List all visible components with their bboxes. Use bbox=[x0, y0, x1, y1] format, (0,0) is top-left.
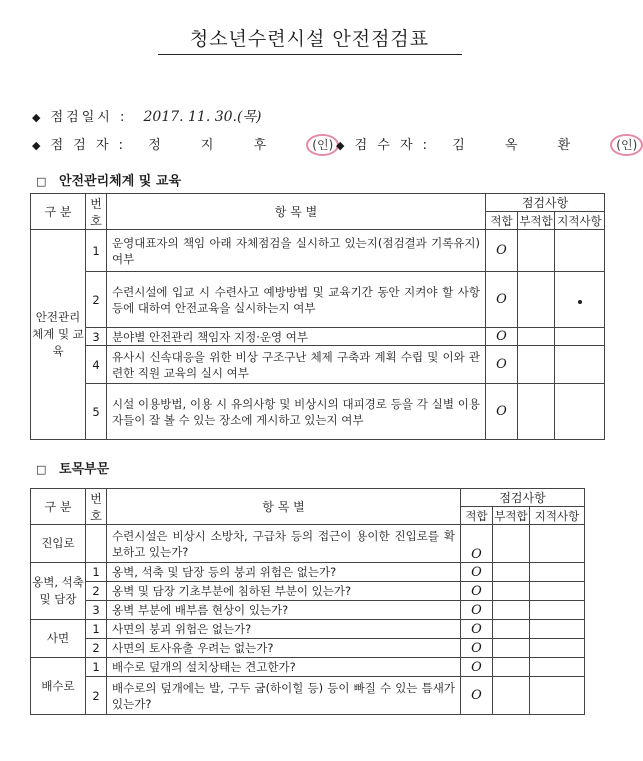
category-cell: 사면 bbox=[31, 620, 86, 658]
category-cell: 안전관리 체계 및 교육 bbox=[31, 230, 86, 440]
notes-cell bbox=[555, 230, 605, 272]
page-title: 청소년수련시설 안전점검표 bbox=[189, 28, 430, 50]
ink-dot-icon bbox=[578, 300, 582, 304]
inspection-date-label: 점검일시 : bbox=[50, 110, 128, 125]
inspection-date-value: 2017. 11. 30.(목) bbox=[143, 109, 262, 125]
header-check-group: 점검사항 bbox=[461, 489, 585, 507]
suitable-mark: O bbox=[486, 328, 518, 346]
unsuitable-cell bbox=[493, 620, 530, 639]
table-row bbox=[31, 563, 585, 582]
checker-row bbox=[336, 134, 643, 156]
suitable-mark: O bbox=[461, 601, 493, 620]
row-number: 2 bbox=[86, 677, 107, 715]
header-category: 구 분 bbox=[31, 194, 86, 230]
suitable-mark: O bbox=[461, 582, 493, 601]
row-number: 1 bbox=[86, 620, 107, 639]
table-row bbox=[31, 658, 585, 677]
notes-cell bbox=[530, 677, 585, 715]
item-text: 사면의 붕괴 위험은 없는가? bbox=[107, 620, 461, 639]
unsuitable-cell bbox=[493, 639, 530, 658]
notes-cell bbox=[555, 384, 605, 440]
row-number: 3 bbox=[86, 328, 107, 346]
header-suitable: 적합 bbox=[461, 507, 493, 525]
table-row bbox=[31, 601, 585, 620]
unsuitable-cell bbox=[518, 272, 555, 328]
table-row bbox=[31, 384, 605, 440]
notes-cell bbox=[530, 601, 585, 620]
diamond-bullet-icon: ◆ bbox=[336, 139, 345, 152]
header-suitable: 적합 bbox=[486, 212, 518, 230]
item-text: 사면의 토사유출 우려는 없는가? bbox=[107, 639, 461, 658]
notes-cell bbox=[555, 328, 605, 346]
unsuitable-cell bbox=[518, 346, 555, 384]
section-title-safety: □ 안전관리체계 및 교육 bbox=[36, 174, 182, 189]
table-row bbox=[31, 525, 585, 563]
notes-cell bbox=[530, 658, 585, 677]
suitable-mark: O bbox=[486, 230, 518, 272]
category-cell: 옹벽, 석축 및 담장 bbox=[31, 563, 86, 620]
notes-cell bbox=[555, 272, 605, 328]
unsuitable-cell bbox=[493, 677, 530, 715]
row-number: 2 bbox=[86, 272, 107, 328]
header-notes: 지적사항 bbox=[555, 212, 605, 230]
row-number: 1 bbox=[86, 563, 107, 582]
inspector-row bbox=[32, 134, 339, 156]
suitable-mark: O bbox=[461, 525, 493, 563]
header-notes: 지적사항 bbox=[530, 507, 585, 525]
item-text: 수련시설은 비상시 소방차, 구급차 등의 접근이 용이한 진입로를 확보하고 있는가? bbox=[107, 525, 461, 563]
notes-cell bbox=[530, 525, 585, 563]
suitable-mark: O bbox=[461, 658, 493, 677]
item-text: 배수로의 덮개에는 발, 구두 굽(하이힐 등) 등이 빠질 수 있는 틈새가 있는가? bbox=[107, 677, 461, 715]
item-text: 옹벽, 석축 및 담장 등의 붕괴 위험은 없는가? bbox=[107, 563, 461, 582]
checker-name: 김 옥 환 bbox=[452, 138, 589, 153]
section-title-civil: □ 토목부문 bbox=[36, 462, 110, 477]
header-items: 항 목 별 bbox=[107, 489, 461, 525]
suitable-mark: O bbox=[461, 620, 493, 639]
suitable-mark: O bbox=[486, 272, 518, 328]
inspection-date-row bbox=[32, 106, 261, 126]
item-text: 배수로 덮개의 설치상태는 견고한가? bbox=[107, 658, 461, 677]
notes-cell bbox=[530, 639, 585, 658]
item-text: 유사시 신속대응을 위한 비상 구조구난 체제 구축과 계획 수립 및 이와 관련한 직원 교육의 실시 여부 bbox=[107, 346, 486, 384]
item-text: 옹벽 및 담장 기초부분에 침하된 부분이 있는가? bbox=[107, 582, 461, 601]
row-number bbox=[86, 525, 107, 563]
table-row bbox=[31, 346, 605, 384]
unsuitable-cell bbox=[493, 582, 530, 601]
suitable-mark: O bbox=[461, 563, 493, 582]
item-text: 운영대표자의 책임 아래 자체점검을 실시하고 있는지(점검결과 기록유지) 여부 bbox=[107, 230, 486, 272]
unsuitable-cell bbox=[493, 601, 530, 620]
header-number: 번호 bbox=[86, 194, 107, 230]
suitable-mark: O bbox=[486, 346, 518, 384]
header-unsuitable: 부적합 bbox=[519, 213, 553, 228]
table-row bbox=[31, 582, 585, 601]
unsuitable-cell bbox=[493, 658, 530, 677]
notes-cell bbox=[530, 620, 585, 639]
row-number: 4 bbox=[86, 346, 107, 384]
category-cell: 진입로 bbox=[31, 525, 86, 563]
row-number: 5 bbox=[86, 384, 107, 440]
table-row bbox=[31, 328, 605, 346]
header-unsuitable: 부적합 bbox=[494, 508, 528, 523]
row-number: 1 bbox=[86, 230, 107, 272]
item-text: 수련시설에 입교 시 수련사고 예방방법 및 교육기간 동안 지켜야 할 사항 등에 대하여 안전교육을 실시하는지 여부 bbox=[107, 272, 486, 328]
item-text: 시설 이용방법, 이용 시 유의사항 및 비상시의 대피경로 등을 각 실별 이용자들이 잘 볼 수 있는 장소에 게시하고 있는지 여부 bbox=[107, 384, 486, 440]
civil-checklist-table bbox=[30, 488, 585, 715]
unsuitable-cell bbox=[518, 384, 555, 440]
suitable-mark: O bbox=[486, 384, 518, 440]
table-row bbox=[31, 639, 585, 658]
square-bullet-icon: □ bbox=[36, 463, 47, 476]
table-row bbox=[31, 272, 605, 328]
header-check-group: 점검사항 bbox=[486, 194, 605, 212]
safety-checklist-table bbox=[30, 193, 605, 440]
square-bullet-icon: □ bbox=[36, 175, 47, 188]
checker-seal: (인) bbox=[610, 134, 643, 156]
notes-cell bbox=[530, 563, 585, 582]
header-items: 항 목 별 bbox=[107, 194, 486, 230]
row-number: 2 bbox=[86, 639, 107, 658]
inspector-label: 점 검 자 : bbox=[50, 138, 127, 153]
unsuitable-cell bbox=[518, 230, 555, 272]
header-category: 구 분 bbox=[31, 489, 86, 525]
diamond-bullet-icon: ◆ bbox=[32, 139, 41, 152]
table-row bbox=[31, 230, 605, 272]
header-number: 번호 bbox=[86, 489, 107, 525]
unsuitable-cell bbox=[493, 563, 530, 582]
row-number: 2 bbox=[86, 582, 107, 601]
unsuitable-cell bbox=[518, 328, 555, 346]
table-row bbox=[31, 677, 585, 715]
title-underline bbox=[158, 54, 462, 55]
diamond-bullet-icon: ◆ bbox=[32, 111, 41, 124]
inspector-seal: (인) bbox=[306, 134, 339, 156]
category-cell: 배수로 bbox=[31, 658, 86, 715]
row-number: 1 bbox=[86, 658, 107, 677]
notes-cell bbox=[555, 346, 605, 384]
item-text: 옹벽 부분에 배부름 현상이 있는가? bbox=[107, 601, 461, 620]
item-text: 분야별 안전관리 책임자 지정·운영 여부 bbox=[107, 328, 486, 346]
suitable-mark: O bbox=[461, 677, 493, 715]
notes-cell bbox=[530, 582, 585, 601]
inspector-name: 정 지 후 bbox=[148, 138, 285, 153]
unsuitable-cell bbox=[493, 525, 530, 563]
checker-label: 검 수 자 : bbox=[354, 138, 431, 153]
suitable-mark: O bbox=[461, 639, 493, 658]
table-row bbox=[31, 620, 585, 639]
row-number: 3 bbox=[86, 601, 107, 620]
